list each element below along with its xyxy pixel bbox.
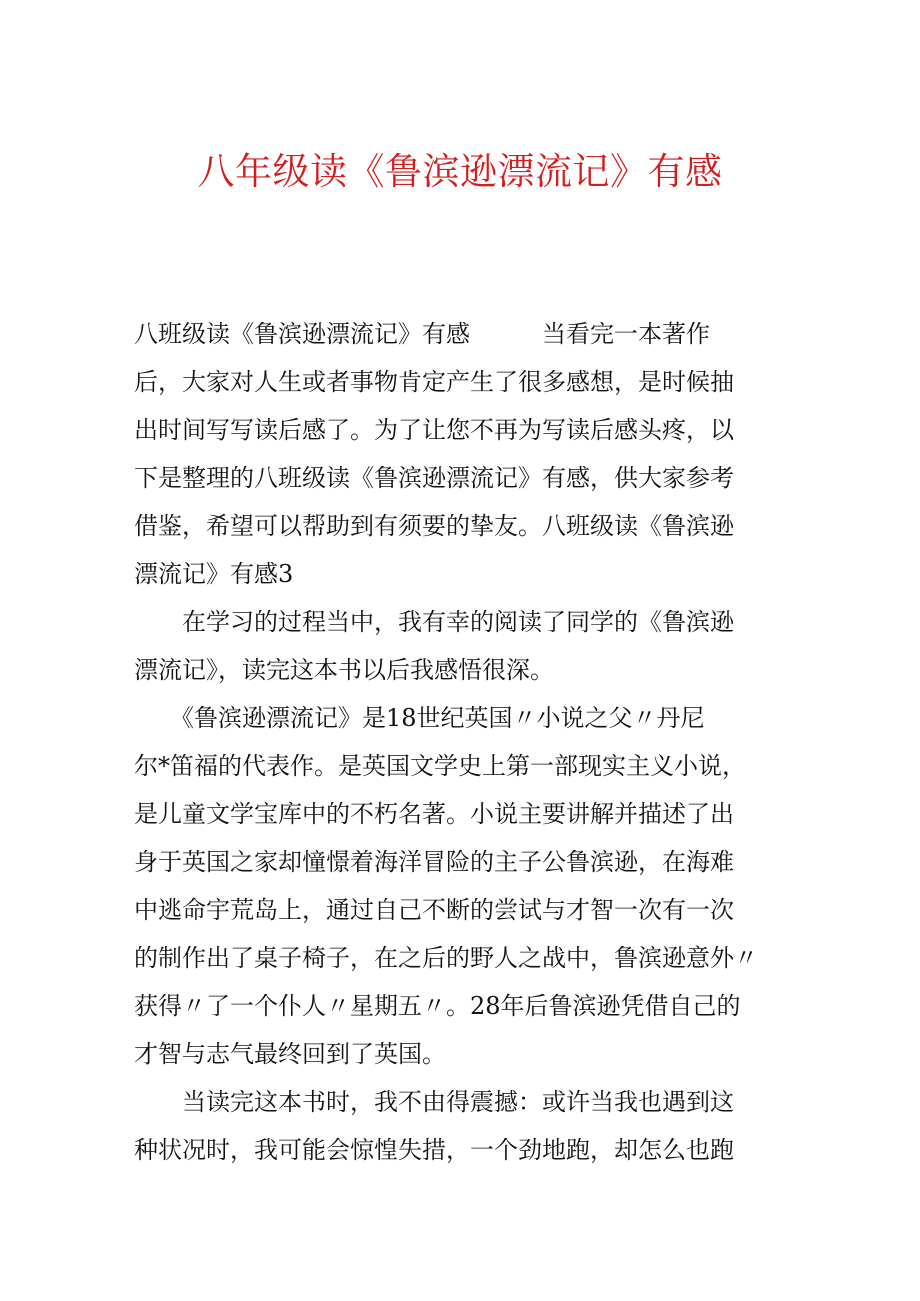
- body-line: 《鲁滨逊漂流记》是18世纪英国〃小说之父〃丹尼: [134, 704, 705, 732]
- body-line: 才智与志气最终回到了英国。: [134, 1040, 446, 1068]
- body-line: 下是整理的八班级读《鲁滨逊漂流记》有感，供大家参考: [134, 464, 734, 492]
- body-line: 八班级读《鲁滨逊漂流记》有感 当看完一本著作: [134, 320, 710, 348]
- body-line: 身于英国之家却憧憬着海洋冒险的主子公鲁滨逊，在海难: [134, 848, 734, 876]
- body-line: 获得〃了一个仆人〃星期五〃。28年后鲁滨逊凭借自己的: [134, 992, 741, 1020]
- body-line: 种状况时，我可能会惊惶失措，一个劲地跑，却怎么也跑: [134, 1136, 734, 1164]
- body-line: 出时间写写读后感了。为了让您不再为写读后感头疼，以: [134, 416, 734, 444]
- document-title: 八年级读《鲁滨逊漂流记》有感: [197, 150, 723, 193]
- body-line: 漂流记》，读完这本书以后我感悟很深。: [134, 656, 554, 684]
- body-line: 后，大家对人生或者事物肯定产生了很多感想，是时候抽: [134, 368, 734, 396]
- body-line: 尔*笛福的代表作。是英国文学史上第一部现实主义小说，: [134, 752, 746, 780]
- document-body: [134, 310, 794, 1174]
- body-line: 漂流记》有感3: [134, 560, 294, 588]
- body-line: 在学习的过程当中，我有幸的阅读了同学的《鲁滨逊: [134, 608, 734, 636]
- body-line: 借鉴，希望可以帮助到有须要的挚友。八班级读《鲁滨逊: [134, 512, 734, 540]
- body-line: 当读完这本书时，我不由得震撼：或许当我也遇到这: [134, 1088, 734, 1116]
- body-line: 中逃命宇荒岛上，通过自己不断的尝试与才智一次有一次: [134, 896, 734, 924]
- body-line: 是儿童文学宝库中的不朽名著。小说主要讲解并描述了出: [134, 800, 734, 828]
- body-line: 的制作出了桌子椅子，在之后的野人之战中，鲁滨逊意外〃: [134, 944, 758, 972]
